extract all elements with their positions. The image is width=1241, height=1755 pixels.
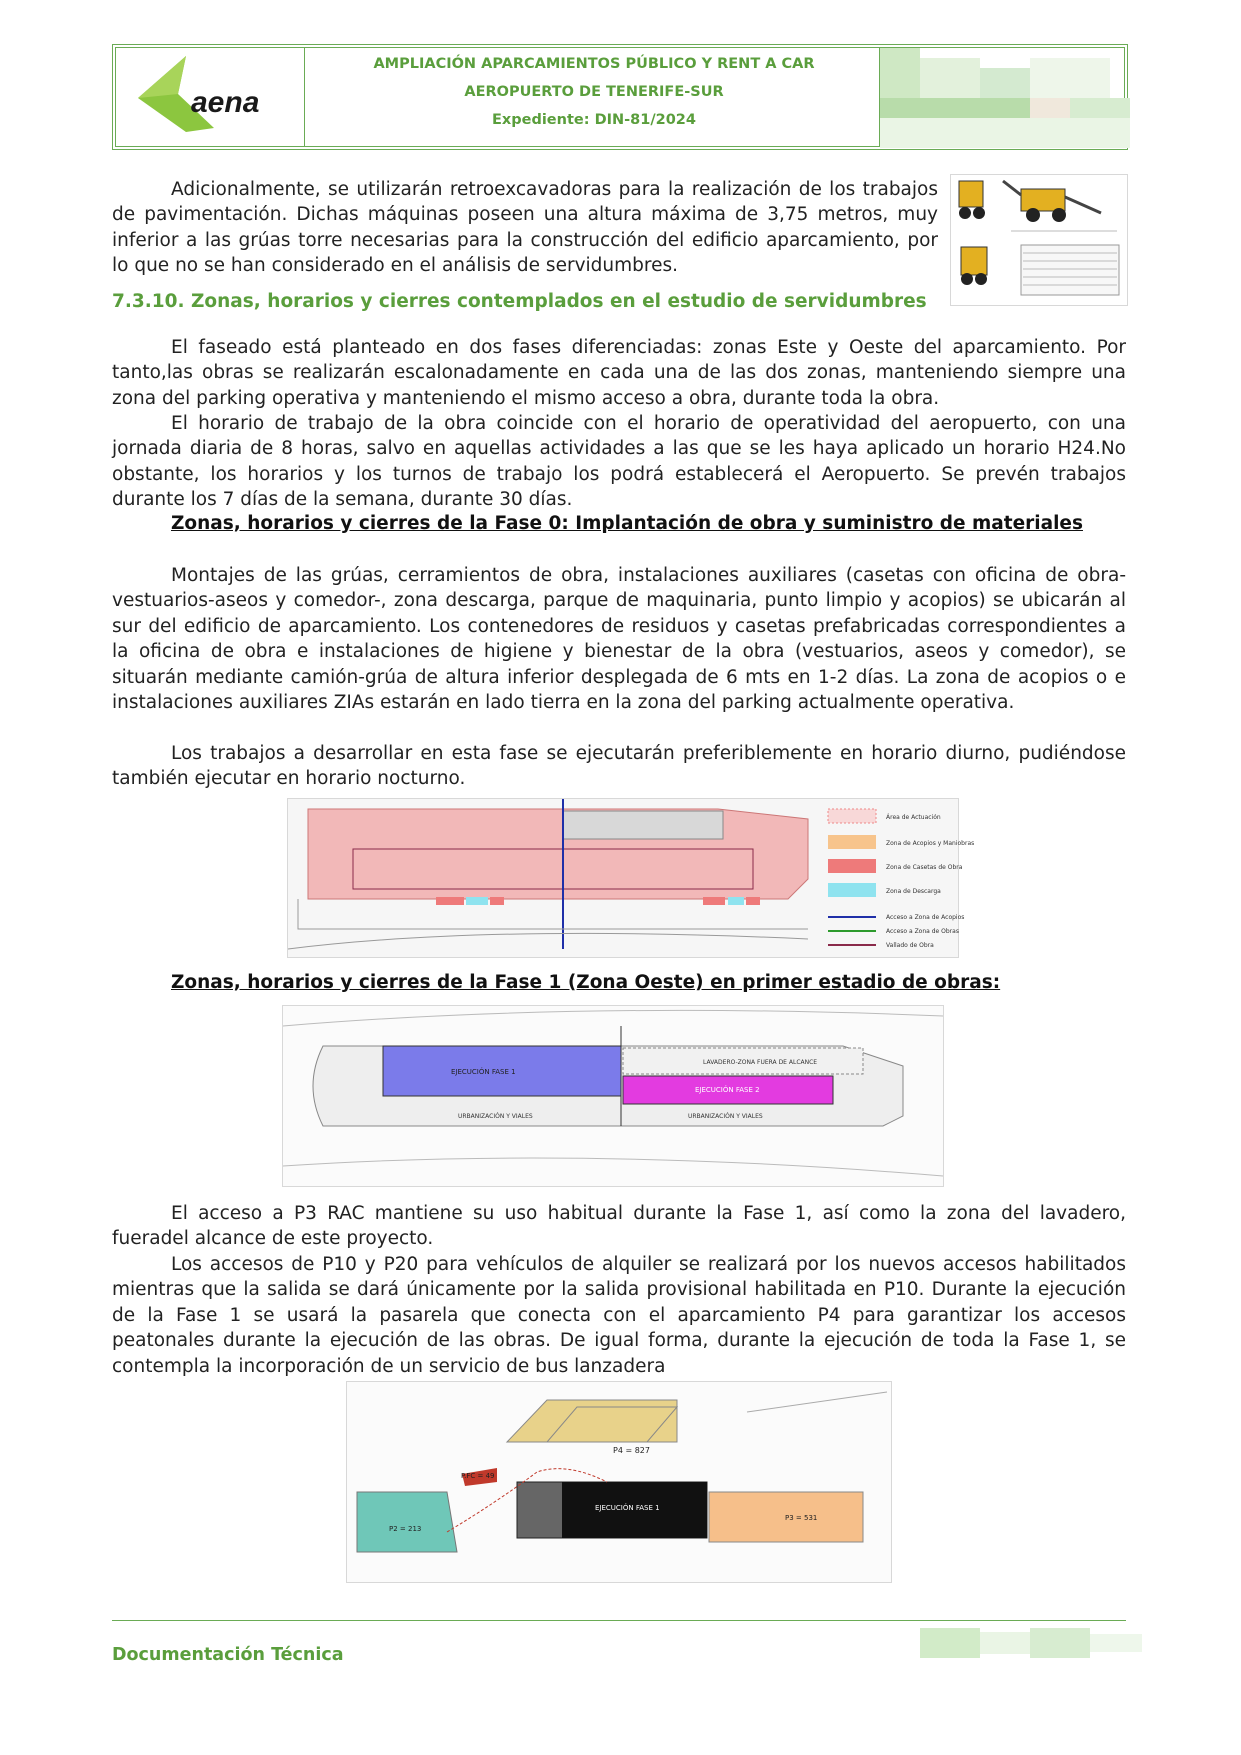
section-heading: 7.3.10. Zonas, horarios y cierres contemplados en el estudio de servidumbres <box>112 291 927 312</box>
fase1-plan <box>283 1006 943 1186</box>
para-montajes: Montajes de las grúas, cerramientos de obra, instalaciones auxiliares (casetas con oficina de obra-vestuarios-aseos y comedor-, zona descarga, parque de maquinaria, punto limpio y acopios) se ubicarán al sur del edificio de aparcamiento. Los contenedores de residuos y casetas prefabricadas correspondientes a la oficina de obra e instalaciones de higiene y bienestar de la obra (vestuarios, aseos y comedor), se situarán mediante camión-grúa de altura inferior desplegada de 6 mts en 1-2 días. La zona de acopios o e instalaciones auxiliares ZIAs estarán en lado tierra en la zona del parking actualmente operativa. <box>112 565 1126 714</box>
parking-plan-figure <box>346 1381 892 1583</box>
header-expediente: Expediente: DIN-81/2024 <box>491 112 696 128</box>
aena-logo <box>116 48 304 148</box>
para-trabajos: Los trabajos a desarrollar en esta fase se ejecutarán preferiblemente en horario diurno, pudiéndose también ejecutar en horario nocturno. <box>112 743 1126 790</box>
fase1-label: EJECUCIÓN FASE 1 <box>451 1068 516 1076</box>
header-frame <box>115 47 1125 147</box>
fase2-label: EJECUCIÓN FASE 2 <box>695 1086 760 1094</box>
urb-label-2: URBANIZACIÓN Y VIALES <box>688 1113 763 1120</box>
p2-label: P2 = 213 <box>389 1525 422 1533</box>
legend-acopios: Zona de Acopios y Maniobras <box>886 840 975 847</box>
footer-text: Documentación Técnica <box>112 1645 344 1665</box>
subheading-fase1: Zonas, horarios y cierres de la Fase 1 (Zona Oeste) en primer estadio de obras: <box>171 972 1001 993</box>
legend-casetas: Zona de Casetas de Obra <box>886 864 963 871</box>
p3-label: P3 = 531 <box>785 1514 818 1522</box>
backhoe-drawing <box>951 175 1127 305</box>
subheading-fase0: Zonas, horarios y cierres de la Fase 0: Implantación de obra y suministro de materiales <box>171 513 1083 534</box>
legend-vallado: Vallado de Obra <box>886 942 934 949</box>
lavadero-label: LAVADERO-ZONA FUERA DE ALCANCE <box>703 1059 818 1066</box>
legend-acceso-acopios: Acceso a Zona de Acopios <box>886 914 965 921</box>
urb-label-1: URBANIZACIÓN Y VIALES <box>458 1113 533 1120</box>
fase0-plan <box>288 799 975 957</box>
header-title: AMPLIACIÓN APARCAMIENTOS PÚBLICO Y RENT A CAR <box>373 56 815 72</box>
footer-rule <box>112 1620 1126 1621</box>
p4-label: P4 = 827 <box>613 1446 650 1455</box>
para-accesos: Los accesos de P10 y P20 para vehículos de alquiler se realizará por los nuevos accesos habilitados mientras que la salida se dará únicamente por la salida provisional habilitada en P10. Durante la ejecución de la Fase 1 se usará la pasarela que conecta con el aparcamiento P4 para garantizar los accesos peatonales durante la ejecución de las obras. De igual forma, durante la ejecución de toda la Fase 1, se contempla la incorporación de un servicio de bus lanzadera <box>112 1254 1126 1377</box>
title-cell <box>309 48 880 146</box>
logo-cell <box>116 48 305 146</box>
backhoe-image <box>950 174 1128 306</box>
blurred-logo-area <box>880 48 1124 146</box>
para-faseado: El faseado está planteado en dos fases diferenciadas: zonas Este y Oeste del aparcamiento. Por tanto,las obras se realizarán escalonadamente en cada una de las dos zonas, manteniendo siempre una zona del parking operativa y manteniendo el mismo acceso a obra, durante toda la obra. <box>112 337 1126 409</box>
fase1-plan-label: EJECUCIÓN FASE 1 <box>595 1504 660 1512</box>
logo-text: aena <box>191 86 260 119</box>
legend-acceso-obras: Acceso a Zona de Obras <box>886 928 959 935</box>
fase0-plan-figure <box>287 798 975 958</box>
para-horario: El horario de trabajo de la obra coincide con el horario de operatividad del aeropuerto, con una jornada diaria de 8 horas, salvo en aquellas actividades a las que se les haya aplicado un horario H24.No obstante, los horarios y los turnos de trabajo los podrá establecerá el Aeropuerto. Se prevén trabajos durante los 7 días de la semana, durante 30 días. <box>112 413 1126 511</box>
footer-blurred-area <box>920 1628 1142 1658</box>
fase1-plan-figure <box>282 1005 944 1187</box>
header-subtitle: AEROPUERTO DE TENERIFE-SUR <box>464 84 724 100</box>
para-intro: Adicionalmente, se utilizarán retroexcavadoras para la realización de los trabajos de pavimentación. Dichas máquinas poseen una altura máxima de 3,75 metros, muy inferior a las grúas torre necesarias para la construcción del edificio aparcamiento, por lo que no se han considerado en el análisis de servidumbres. <box>112 179 938 277</box>
legend-actuacion: Área de Actuación <box>886 814 941 821</box>
legend-descarga: Zona de Descarga <box>886 888 941 895</box>
document-header <box>112 44 1128 150</box>
pfc-label: P.FC = 49 <box>461 1472 495 1480</box>
parking-plan <box>347 1382 891 1582</box>
para-acceso: El acceso a P3 RAC mantiene su uso habitual durante la Fase 1, así como la zona del lavadero, fueradel alcance de este proyecto. <box>112 1203 1126 1250</box>
